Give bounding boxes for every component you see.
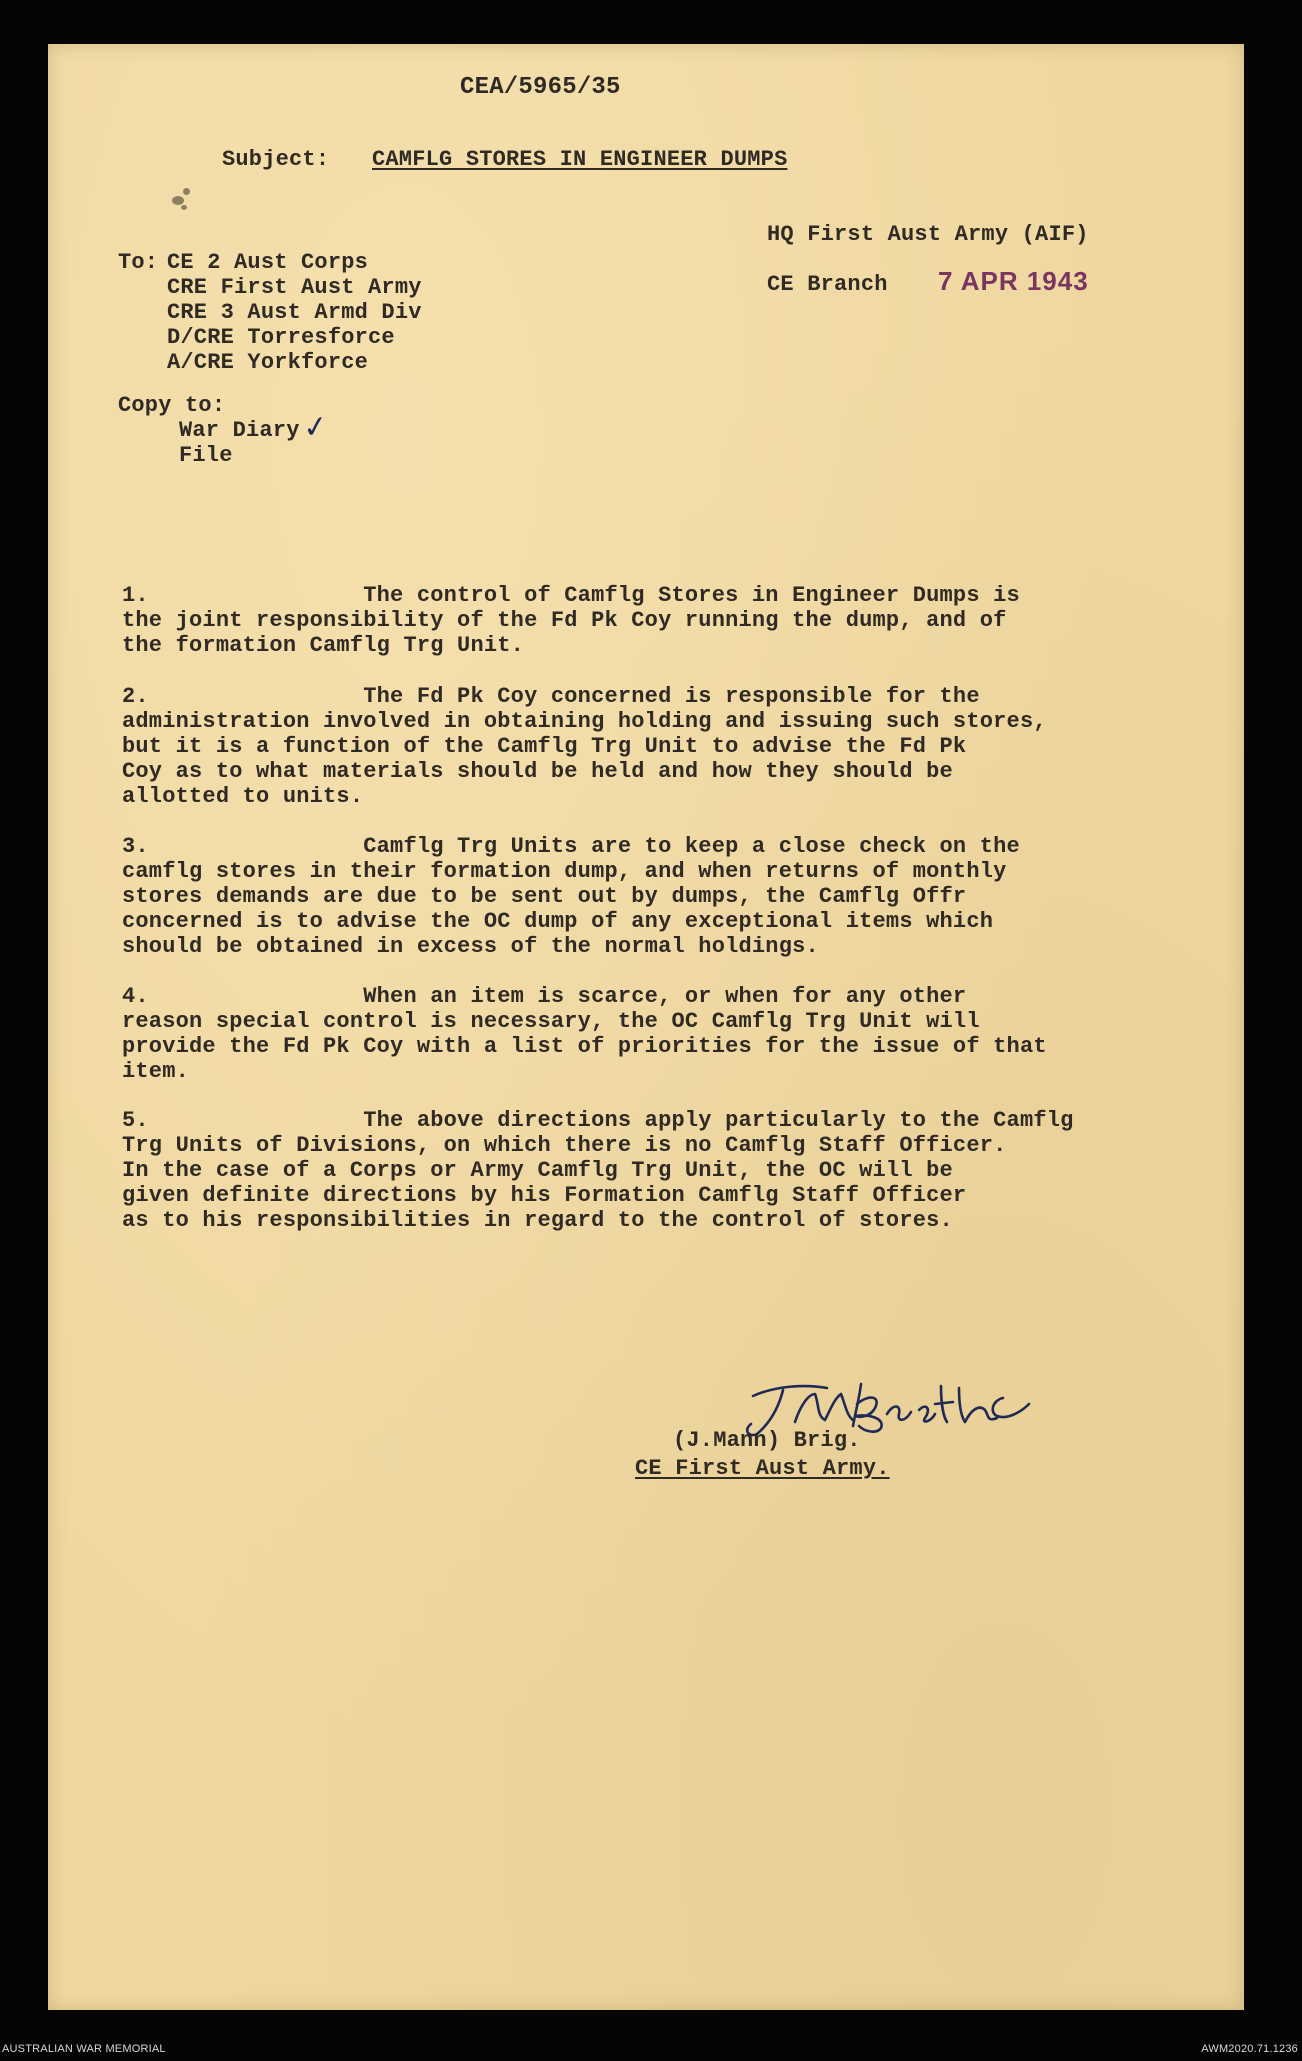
checkmark-icon: ✓ [300,408,331,447]
paragraph-text: 2. The Fd Pk Coy concerned is responsible for the administration involved in obtaining holding and issuing such stores, but it is a function of the Camflg Trg Unit to advise the Fd Pk Coy as to what materials should be held and how they should be allotted to units. [122,684,1047,809]
subject-label: Subject: [222,147,330,172]
paragraph-text: 4. When an item is scarce, or when for any other reason special control is necessary, the OC Camflg Trg Unit will provide the Fd Pk Coy with a list of priorities for the issue of that item. [122,984,1047,1084]
archive-credit: AUSTRALIAN WAR MEMORIAL [2,2043,166,2055]
sender-branch: CE Branch [767,272,888,297]
archive-reference: AWM2020.71.1236 [1201,2043,1298,2055]
sender-hq: HQ First Aust Army (AIF) [767,222,1089,247]
document-reference: CEA/5965/35 [460,74,621,101]
ink-smudge [172,196,184,205]
signatory-name: (J.Mann) Brig. [673,1428,861,1453]
to-recipients: CE 2 Aust Corps CRE First Aust Army CRE 3 Aust Armd Div D/CRE Torresforce A/CRE Yorkforce [167,250,422,375]
subject-text: CAMFLG STORES IN ENGINEER DUMPS [372,147,788,172]
paragraph-text: 1. The control of Camflg Stores in Engineer Dumps is the joint responsibility of the Fd Pk Coy running the dump, and of the formation Camflg Trg Unit. [122,583,1020,658]
to-label: To: [118,250,159,275]
paragraph-text: 5. The above directions apply particularly to the Camflg Trg Units of Divisions, on which there is no Camflg Staff Officer. In the case of a Corps or Army Camflg Trg Unit, the OC will be given definite directions by his Formation Camflg Staff Officer as to his responsibilities in regard to the control of stores. [122,1108,1074,1233]
ink-smudge [183,188,190,195]
ink-smudge [181,205,187,210]
signatory-title: CE First Aust Army. [635,1456,890,1481]
copy-to-list: War Diary File [179,418,300,468]
date-stamp: 7 APR 1943 [938,266,1089,296]
paragraph-text: 3. Camflg Trg Units are to keep a close check on the camflg stores in their formation dump, and when returns of monthly stores demands are due to be sent out by dumps, the Camflg Offr concerned is to advise the OC dump of any exceptional items which should be obtained in excess of the normal holdings. [122,834,1020,959]
copy-to-label: Copy to: [118,393,226,418]
